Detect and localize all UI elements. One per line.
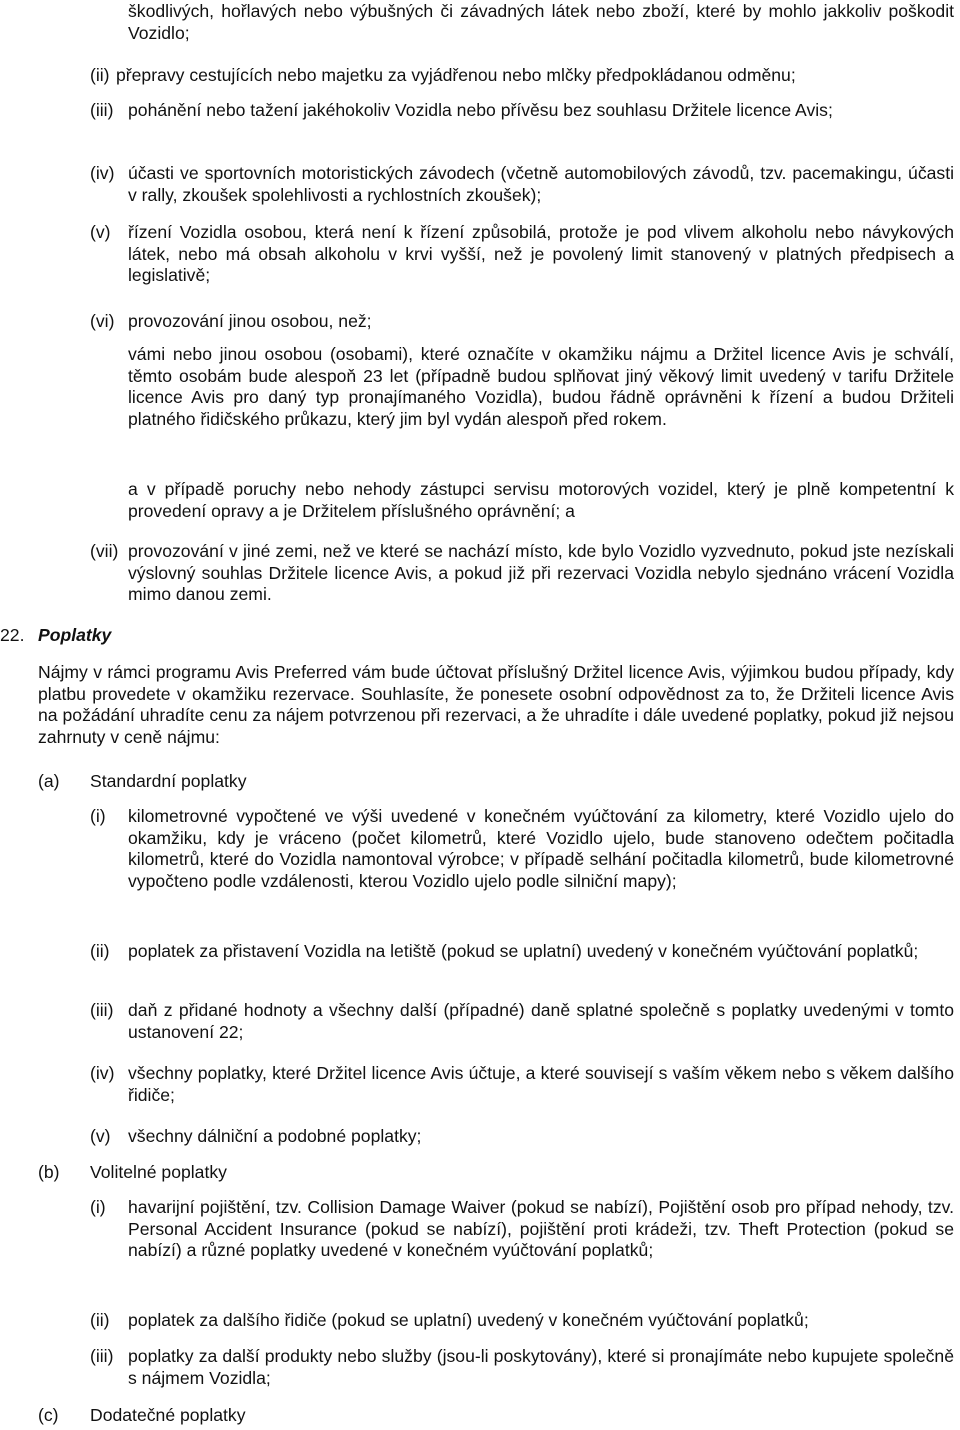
list-marker: (iii): [90, 1000, 114, 1020]
group-marker: (c): [38, 1405, 59, 1425]
list-item: a v případě poruchy nebo nehody zástupci servisu motorových vozidel, který je plně kompetentní k provedení opravy a je Držitelem příslušného oprávnění; a: [128, 479, 954, 521]
list-item: pohánění nebo tažení jakéhokoliv Vozidla nebo přívěsu bez souhlasu Držitele licence Avis;: [128, 100, 833, 120]
section-title: Poplatky: [38, 625, 112, 645]
list-item: přepravy cestujících nebo majetku za vyjádřenou nebo mlčky předpokládanou odměnu;: [116, 65, 796, 85]
list-marker: (vi): [90, 311, 115, 331]
list-item: provozování v jiné zemi, než ve které se nachází místo, kde bylo Vozidlo vyzvednuto, pokud jste nezískali výslovný souhlas Držitele licence Avis, a pokud již při rezervaci Vozidla nebylo sjednáno vrácení Vozidla mimo danou zemi.: [128, 541, 954, 605]
group-title: Dodatečné poplatky: [90, 1405, 246, 1425]
list-marker: (iii): [90, 1346, 114, 1366]
list-item: daň z přidané hodnoty a všechny další (případné) daně splatné společně s poplatky uvedenými v tomto ustanovení 22;: [128, 1000, 954, 1042]
list-item: řízení Vozidla osobou, která není k řízení způsobilá, protože je pod vlivem alkoholu nebo návykových látek, nebo má obsah alkoholu v krvi vyšší, než je povolený limit stanovený v platných předpisech a legislativě;: [128, 222, 954, 286]
list-item: kilometrovné vypočtené ve výši uvedené v konečném vyúčtování za kilometry, které Vozidlo ujelo do okamžiku, kdy je vráceno (počet kilometrů, které Vozidlo ujelo, bude stanoveno odečtem počitadla kilometrů, které do Vozidla namontoval výrobce; v případě selhání počitadla kilometrů, bude kilometrovné vypočteno podle vzdálenosti, kterou Vozidlo ujelo podle silniční mapy);: [128, 806, 954, 891]
continuation-text: škodlivých, hořlavých nebo výbušných či závadných látek nebo zboží, které by mohlo jakkoliv poškodit Vozidlo;: [128, 1, 954, 43]
group-marker: (a): [38, 771, 60, 791]
section-number: 22.: [0, 625, 25, 645]
list-item: poplatky za další produkty nebo služby (jsou-li poskytovány), které si pronajímáte nebo kupujete společně s nájmem Vozidla;: [128, 1346, 954, 1388]
list-marker: (v): [90, 1126, 111, 1146]
section-intro: Nájmy v rámci programu Avis Preferred vám bude účtovat příslušný Držitel licence Avis, výjimkou budou případy, kdy platbu provedete v okamžiku rezervace. Souhlasíte, že ponesete osobní odpovědnost za to, že Držiteli licence Avis na požádání uhradíte cenu za nájem potvrzenou při rezervaci, a že uhradíte i dále uvedené poplatky, pokud již nejsou zahrnuty v ceně nájmu:: [38, 662, 954, 747]
list-marker: (ii): [90, 941, 110, 961]
group-title: Standardní poplatky: [90, 771, 247, 791]
list-marker: (ii): [90, 1310, 110, 1330]
group-marker: (b): [38, 1162, 60, 1182]
list-item: poplatek za dalšího řidiče (pokud se uplatní) uvedený v konečném vyúčtování poplatků;: [128, 1310, 809, 1330]
list-marker: (i): [90, 806, 106, 826]
list-marker: (ii): [90, 65, 110, 85]
list-item: poplatek za přistavení Vozidla na letiště (pokud se uplatní) uvedený v konečném vyúčtování poplatků;: [128, 941, 919, 961]
list-marker: (vii): [90, 541, 119, 561]
list-item: všechny dálniční a podobné poplatky;: [128, 1126, 422, 1146]
list-item: všechny poplatky, které Držitel licence Avis účtuje, a které souvisejí s vaším věkem nebo s věkem dalšího řidiče;: [128, 1063, 954, 1105]
list-item: vámi nebo jinou osobou (osobami), které označíte v okamžiku nájmu a Držitel licence Avis je schválí, těmto osobám bude alespoň 23 let (případně budou splňovat jiný věkový limit uvedený v tarifu Držitele licence Avis pro daný typ pronajímaného Vozidla), budou řádně oprávněni k řízení a budou Držiteli platného řidičského průkazu, který jim byl vydán alespoň před rokem.: [128, 344, 954, 429]
list-marker: (i): [90, 1197, 106, 1217]
list-item: provozování jinou osobou, než;: [128, 311, 372, 331]
list-marker: (iv): [90, 163, 115, 183]
list-item: účasti ve sportovních motoristických závodech (včetně automobilových závodů, tzv. pacemakingu, účasti v rally, zkoušek spolehlivosti a rychlostních zkoušek);: [128, 163, 954, 205]
list-marker: (v): [90, 222, 111, 242]
group-title: Volitelné poplatky: [90, 1162, 227, 1182]
list-marker: (iv): [90, 1063, 115, 1083]
list-marker: (iii): [90, 100, 114, 120]
list-item: havarijní pojištění, tzv. Collision Damage Waiver (pokud se nabízí), Pojištění osob pro případ nehody, tzv. Personal Accident Insurance (pokud se nabízí), pojištění proti krádeži, tzv. Theft Protection (pokud se nabízí) a různé poplatky uvedené v konečném vyúčtování poplatků;: [128, 1197, 954, 1261]
